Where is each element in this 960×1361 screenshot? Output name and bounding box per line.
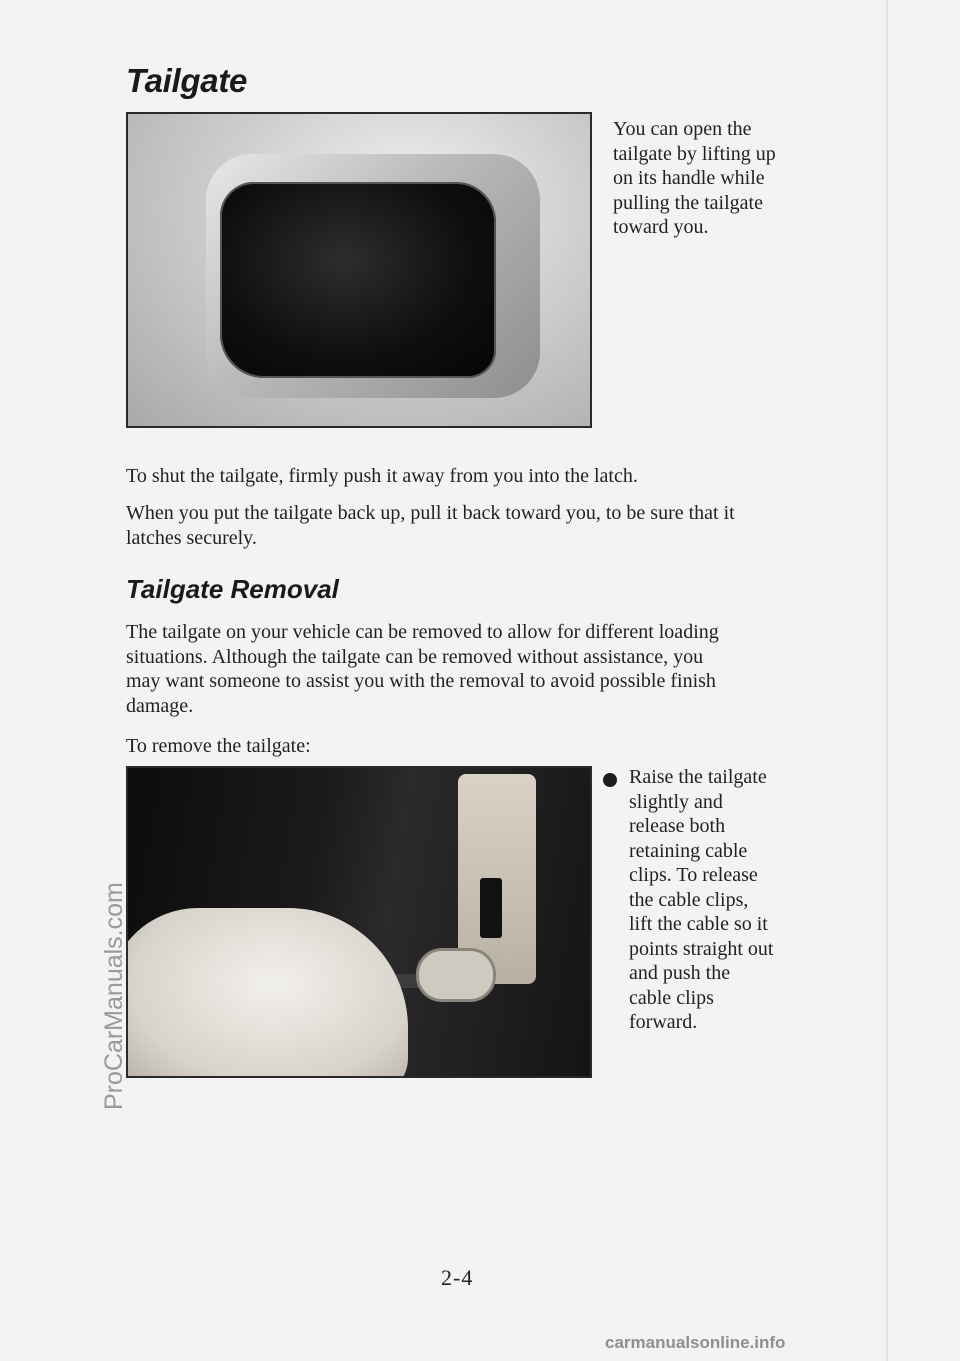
step-1-text: Raise the tailgate slightly and release both retaining cable clips. To release the cable clips, lift the cable so it points straight out and push the cable clips forward. xyxy=(629,766,774,1033)
cable-clip-photo xyxy=(126,766,592,1078)
cable-clip xyxy=(416,948,496,1002)
paragraph-shut: To shut the tailgate, firmly push it away from you into the latch. xyxy=(126,465,638,487)
side-watermark: ProCarManuals.com xyxy=(100,882,128,1110)
section-title: Tailgate xyxy=(126,62,248,99)
page-edge xyxy=(886,0,888,1361)
paragraph-removal: The tailgate on your vehicle can be removed to allow for different loading situations. Although the tailgate can be removed without assistance, you may want someone to assist you with the removal to avoid possible finish damage. xyxy=(126,621,719,717)
intro-side-text: You can open the tailgate by lifting up on its handle while pulling the tailgate toward you. xyxy=(613,118,776,238)
bracket-slot xyxy=(480,878,502,938)
subsection-title: Tailgate Removal xyxy=(126,574,339,604)
tailgate-handle xyxy=(220,182,496,378)
paragraph-to-remove: To remove the tailgate: xyxy=(126,735,311,757)
tailgate-handle-photo xyxy=(126,112,592,428)
bullet-icon xyxy=(603,773,617,787)
footer-watermark: carmanualsonline.info xyxy=(605,1333,786,1352)
paragraph-put-back: When you put the tailgate back up, pull it back toward you, to be sure that it latches securely. xyxy=(126,502,735,549)
page-number: 2-4 xyxy=(441,1265,474,1290)
hand xyxy=(126,908,408,1078)
